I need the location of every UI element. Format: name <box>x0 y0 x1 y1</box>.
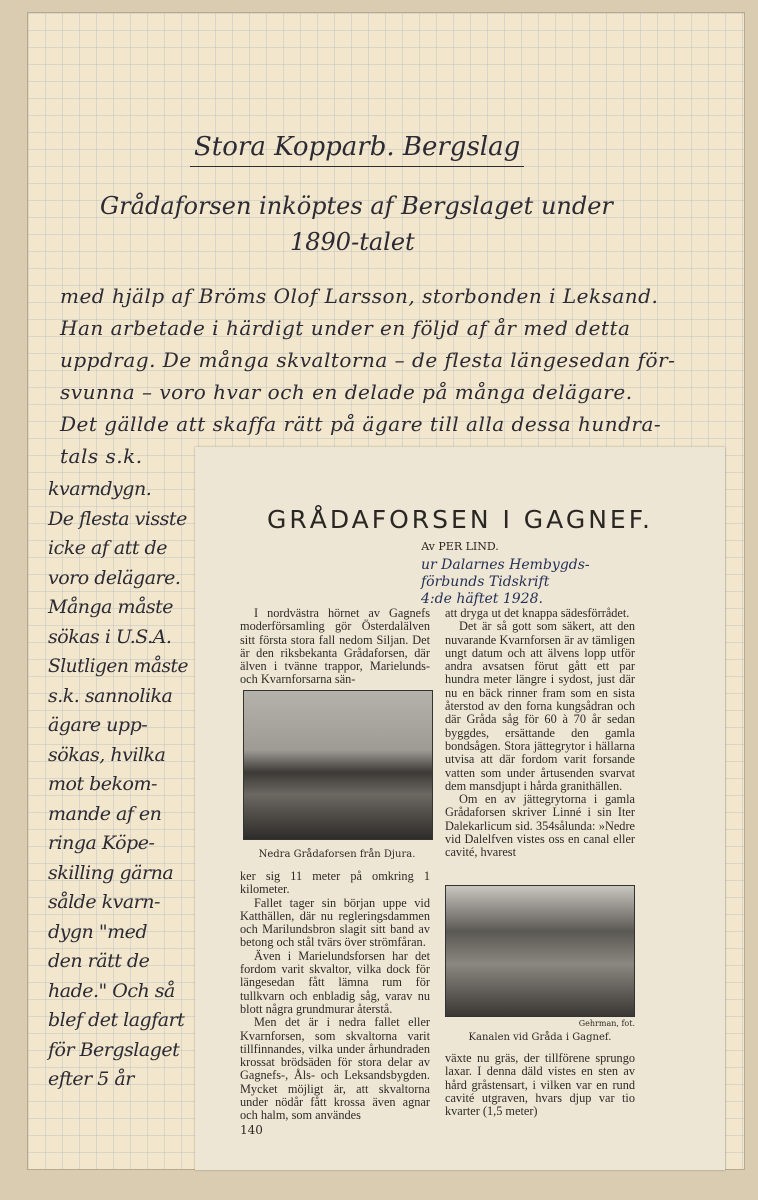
paragraph: Fallet tager sin början uppe vid Katthällen, där nu regleringsdammen och Marilundsbron slagit sitt band av betong och stål tvärs över strömfåran. <box>240 895 430 950</box>
handwritten-line: Det gällde att skaffa rätt på ägare till alla dessa hundra- <box>60 412 662 436</box>
note-line: förbunds Tidskrift <box>421 574 550 590</box>
handwritten-line: tals s.k. <box>60 444 143 468</box>
paragraph: Även i Marielundsforsen har det fordom varit skvaltor, vilka dock för längesedan fått lämna rum för tullkvarn och enbladig såg, varav nu blott några grundmurar återstå. <box>240 948 430 1016</box>
handwritten-title: Stora Kopparb. Bergslag <box>190 132 524 167</box>
handwritten-column-line: sålde kvarn- <box>48 891 160 913</box>
photo-caption-2: Kanalen vid Gråda i Gagnef. <box>468 1032 612 1043</box>
handwritten-column-line: mot bekom- <box>48 773 157 795</box>
handwritten-column-line: hade." Och så <box>48 979 175 1002</box>
article-byline: Av PER LIND. <box>421 540 499 553</box>
article-headline: GRÅDAFORSEN I GAGNEF. <box>266 505 654 534</box>
handwritten-line: uppdrag. De många skvaltorna – de flesta längesedan för- <box>60 348 676 372</box>
photo-credit: Gehrman, fot. <box>578 1019 635 1028</box>
handwritten-column-line: Slutligen måste <box>48 655 188 677</box>
note-line: 4:de häftet 1928. <box>421 591 543 607</box>
article-column-2-top <box>445 607 635 860</box>
paragraph: I nordvästra hörnet av Gagnefs moderförsamling gör Österdalälven sitt första stora fall nedom Siljan. Det är den riksbekanta Grådaforsen, där älven i tvänne trappor, Marielunds- och Kvarnforsarna sän- <box>240 606 430 687</box>
handwritten-column-line: s.k. sannolika <box>48 684 173 707</box>
handwritten-column-line: De flesta visste <box>48 507 187 530</box>
handwritten-subtitle-2: 1890-talet <box>290 228 415 256</box>
handwritten-column-line: mande af en <box>48 802 162 825</box>
paragraph: växte nu gräs, der tillförene sprungo laxar. I denna däld vistes en sten av hård gråstensart, i vilken var en rund cavité utgraven, hvars djup var tio kvarter (1,5 meter) <box>445 1051 635 1119</box>
article-column-2-bottom <box>445 1052 635 1118</box>
photo-nedra-gradaforsen <box>243 690 433 840</box>
handwritten-column-line: den rätt de <box>48 950 150 972</box>
handwritten-line: Han arbetade i härdigt under en följd af år med detta <box>60 316 631 340</box>
handwritten-subtitle-1: Grådaforsen inköptes af Bergslaget under <box>100 192 613 220</box>
handwritten-column-line: voro delägare. <box>48 566 181 589</box>
handwritten-column-line: skilling gärna <box>48 861 174 884</box>
handwritten-column-line: blef det lagfart <box>48 1009 185 1031</box>
handwritten-column-line: Många måste <box>48 596 174 618</box>
handwritten-column-line: för Bergslaget <box>48 1038 180 1061</box>
paragraph: att dryga ut det knappa sädesförrådet. <box>445 606 630 620</box>
paragraph: Men det är i nedra fallet eller Kvarnforsen, som skvaltorna varit tillfinnandes, vilka under århundraden krossat brödsäden för stora delar av Gagnefs-, Åls- och Leksandsbygden. Mycket möjligt är, att skvaltorna under nödår fått krossa även agnar och halm, som användes <box>240 1015 430 1123</box>
handwritten-column-line: dygn "med <box>48 920 147 943</box>
handwritten-source-note <box>421 557 590 608</box>
photo-caption-1: Nedra Grådaforsen från Djura. <box>258 849 416 860</box>
handwritten-line: svunna – voro hvar och en delade på många delägare. <box>60 380 633 404</box>
article-column-1-top <box>240 607 430 687</box>
handwritten-column-line: ringa Köpe- <box>48 832 155 854</box>
page-number: 140 <box>240 1123 263 1137</box>
note-line: ur Dalarnes Hembygds- <box>421 557 590 573</box>
handwritten-column-line: sökas, hvilka <box>48 743 166 766</box>
photo-kanalen-grada <box>445 885 635 1017</box>
handwritten-line: med hjälp af Bröms Olof Larsson, storbonden i Leksand. <box>60 284 659 308</box>
handwritten-column-line: icke af att de <box>48 537 167 559</box>
newspaper-clipping <box>195 447 725 1170</box>
handwritten-column-line: sökas i U.S.A. <box>48 625 172 648</box>
paragraph: ker sig 11 meter på omkring 1 kilometer. <box>240 869 430 897</box>
paragraph: Om en av jättegrytorna i gamla Grådaforsen skriver Linné i sin Iter Dalekarlicum sid. 354sålunda: »Nedre vid Dalelfven vistes oss en canal eller cavité, hvarest <box>445 792 635 860</box>
handwritten-column-line: kvarndygn. <box>48 478 152 500</box>
article-column-1-bottom <box>240 870 430 1123</box>
handwritten-column-line: ägare upp- <box>48 714 148 736</box>
paragraph: Det är så gott som säkert, att den nuvarande Kvarnforsen är av tämligen ungt datum och att älvens lopp utför andra avsatsen förut gått ett par hundra meter längre i sydost, just där nu en bäck rinner fram som en sista återstod av den forna kungsådran och där Gråda såg för 60 à 70 år sedan byggdes, ersättande den gamla bondsågen. Stora jättegrytor i hällarna utvisa att där fordom varit forsande vatten som under årtusenden svarvat dem mansdjupt i hårda granithällen. <box>445 619 635 793</box>
handwritten-column-line: efter 5 år <box>48 1068 134 1090</box>
